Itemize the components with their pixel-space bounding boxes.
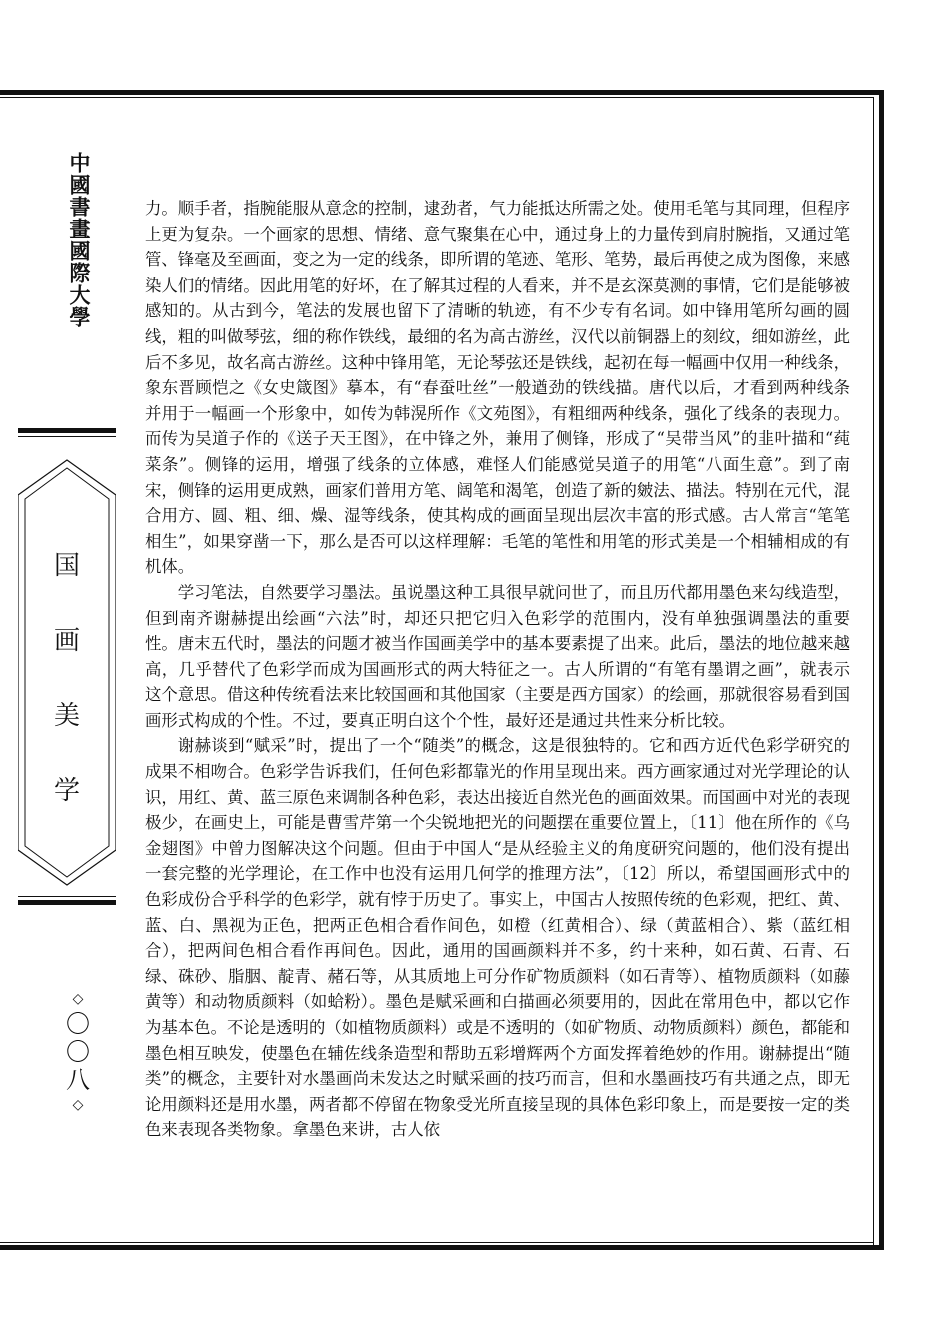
- frame-right-rule: [879, 90, 884, 1250]
- section-char-1: 国: [53, 551, 80, 581]
- page-number-digit-1: 〇: [66, 1010, 90, 1038]
- section-cartouche: [18, 455, 116, 890]
- cartouche-bottom-bar: [18, 900, 116, 905]
- diamond-icon-bottom: ◇: [72, 1097, 84, 1113]
- frame-bottom-inner-rule: [0, 1242, 874, 1243]
- frame-right-inner-rule: [873, 97, 874, 1245]
- section-char-4: 学: [53, 776, 80, 806]
- page-number-digit-3: 八: [66, 1066, 90, 1094]
- paragraph-3: 谢赫谈到“赋采”时，提出了一个“随类”的概念，这是很独特的。它和西方近代色彩学研究的成果不相吻合。色彩学告诉我们，任何色彩都靠光的作用呈现出来。西方画家通过对光学理论的认识，用红、黄、蓝三原色来调制各种色彩，表达出接近自然光色的画面效果。而国画中对光的表现极少，在画史上，可能是曹雪芹第一个尖锐地把光的问题摆在重要位置上，〔11〕他在所作的《乌金翅图》中曾力图解决这个问题。但由于中国人“是从经验主义的角度研究问题的，他们没有提出一套完整的光学理论，在工作中也没有运用几何学的推理方法”，〔12〕所以，希望国画形式中的色彩成份合乎科学的色彩学，就有悖于历史了。事实上，中国古人按照传统的色彩观，把红、黄、蓝、白、黑视为正色，把两正色相合看作间色，如橙（红黄相合）、绿（黄蓝相合）、紫（蓝红相合），把两间色相合看作再间色。因此，通用的国画颜料并不多，约十来种，如石黄、石青、石绿、硃砂、脂胭、靛青、赭石等，从其质地上可分作矿物质颜料（如石青等）、植物质颜料（如藤黄等）和动物质颜料（如蛤粉）。墨色是赋采画和白描画必须要用的，因此在常用色中，都以它作为基本色。不论是透明的（如植物质颜料）或是不透明的（如矿物质、动物质颜料）颜色，都能和墨色相互映发，使墨色在辅佐线条造型和帮助五彩增辉两个方面发挥着绝妙的作用。谢赫提出“随类”的概念，主要针对水墨画尚未发达之时赋采画的技巧而言，但和水墨画技巧有共通之点，即无论用颜料还是用水墨，两者都不停留在物象受光所直接呈现的具体色彩印象上，而是要按一定的类色来表现各类物象。拿墨色来讲，古人依: [145, 736, 850, 1140]
- frame-bottom-rule: [0, 1245, 884, 1250]
- cartouche-top-thin-bar: [18, 436, 116, 437]
- section-char-2: 画: [53, 626, 80, 656]
- page-number: [62, 988, 94, 1116]
- paragraph-2: 学习笔法，自然要学习墨法。虽说墨这种工具很早就问世了，而且历代都用墨色来勾线造型，但到南齐谢赫提出绘画“六法”时，却还只把它归入色彩学的范围内，没有单独强调墨法的重要性。唐末五代时，墨法的问题才被当作国画美学中的基本要素提了出来。此后，墨法的地位越来越高，几乎替代了色彩学而成为国画形式的两大特征之一。古人所谓的“有笔有墨谓之画”，就表示这个意思。借这种传统看法来比较国画和其他国家（主要是西方国家）的绘画，那就很容易看到国画形式构成的个性。不过，要真正明白这个个性，最好还是通过共性来分析比较。: [145, 582, 850, 730]
- page-number-digit-2: 〇: [66, 1038, 90, 1066]
- diamond-icon-top: ◇: [72, 991, 84, 1007]
- cartouche-border: [18, 455, 116, 890]
- cartouche-top-bar: [18, 428, 116, 433]
- section-char-3: 美: [53, 701, 80, 731]
- cartouche-bottom-thin-bar: [18, 896, 116, 897]
- paragraph-1: 力。顺手者，指腕能服从意念的控制，逮劲者，气力能抵达所需之处。使用毛笔与其同理，但程序上更为复杂。一个画家的思想、情绪、意气聚集在心中，通过身上的力量传到肩肘腕指，又通过笔管、锋毫及至画面，变之为一定的线条，即所谓的笔迹、笔形、笔势，最后再使之成为图像，来感染人们的情绪。因此用笔的好坏，在了解其过程的人看来，并不是玄深莫测的事情，它们是能够被感知的。从古到今，笔法的发展也留下了清晰的轨迹，有不少专有名词。如中锋用笔所勾画的圆线，粗的叫做琴弦，细的称作铁线，最细的名为高古游丝，汉代以前铜器上的刻纹，细如游丝，此后不多见，故名高古游丝。这种中锋用笔，无论琴弦还是铁线，起初在每一幅画中仅用一种线条，象东晋顾恺之《女史箴图》摹本，有“春蚕吐丝”一般遒劲的铁线描。唐代以后，才看到两种线条并用于一幅画一个形象中，如传为韩滉所作《文苑图》，有粗细两种线条，强化了线条的表现力。而传为吴道子作的《送子天王图》，在中锋之外，兼用了侧锋，形成了“吴带当风”的韭叶描和“莼菜条”。侧锋的运用，增强了线条的立体感，难怪人们能感觉吴道子的用笔“八面生意”。到了南宋，侧锋的运用更成熟，画家们普用方笔、阔笔和渴笔，创造了新的皴法、描法。特别在元代，混合用方、圆、粗、细、燥、湿等线条，使其构成的画面呈现出层次丰富的形式感。古人常言“笔笔相生”，如果穿凿一下，那么是否可以这样理解：毛笔的笔性和用笔的形式美是一个相辅相成的有机体。: [145, 199, 850, 577]
- book-title: 中國書畫國際大學: [67, 152, 92, 328]
- frame-top-rule: [0, 90, 884, 95]
- frame-top-inner-rule: [0, 97, 874, 98]
- main-text: [145, 196, 850, 1143]
